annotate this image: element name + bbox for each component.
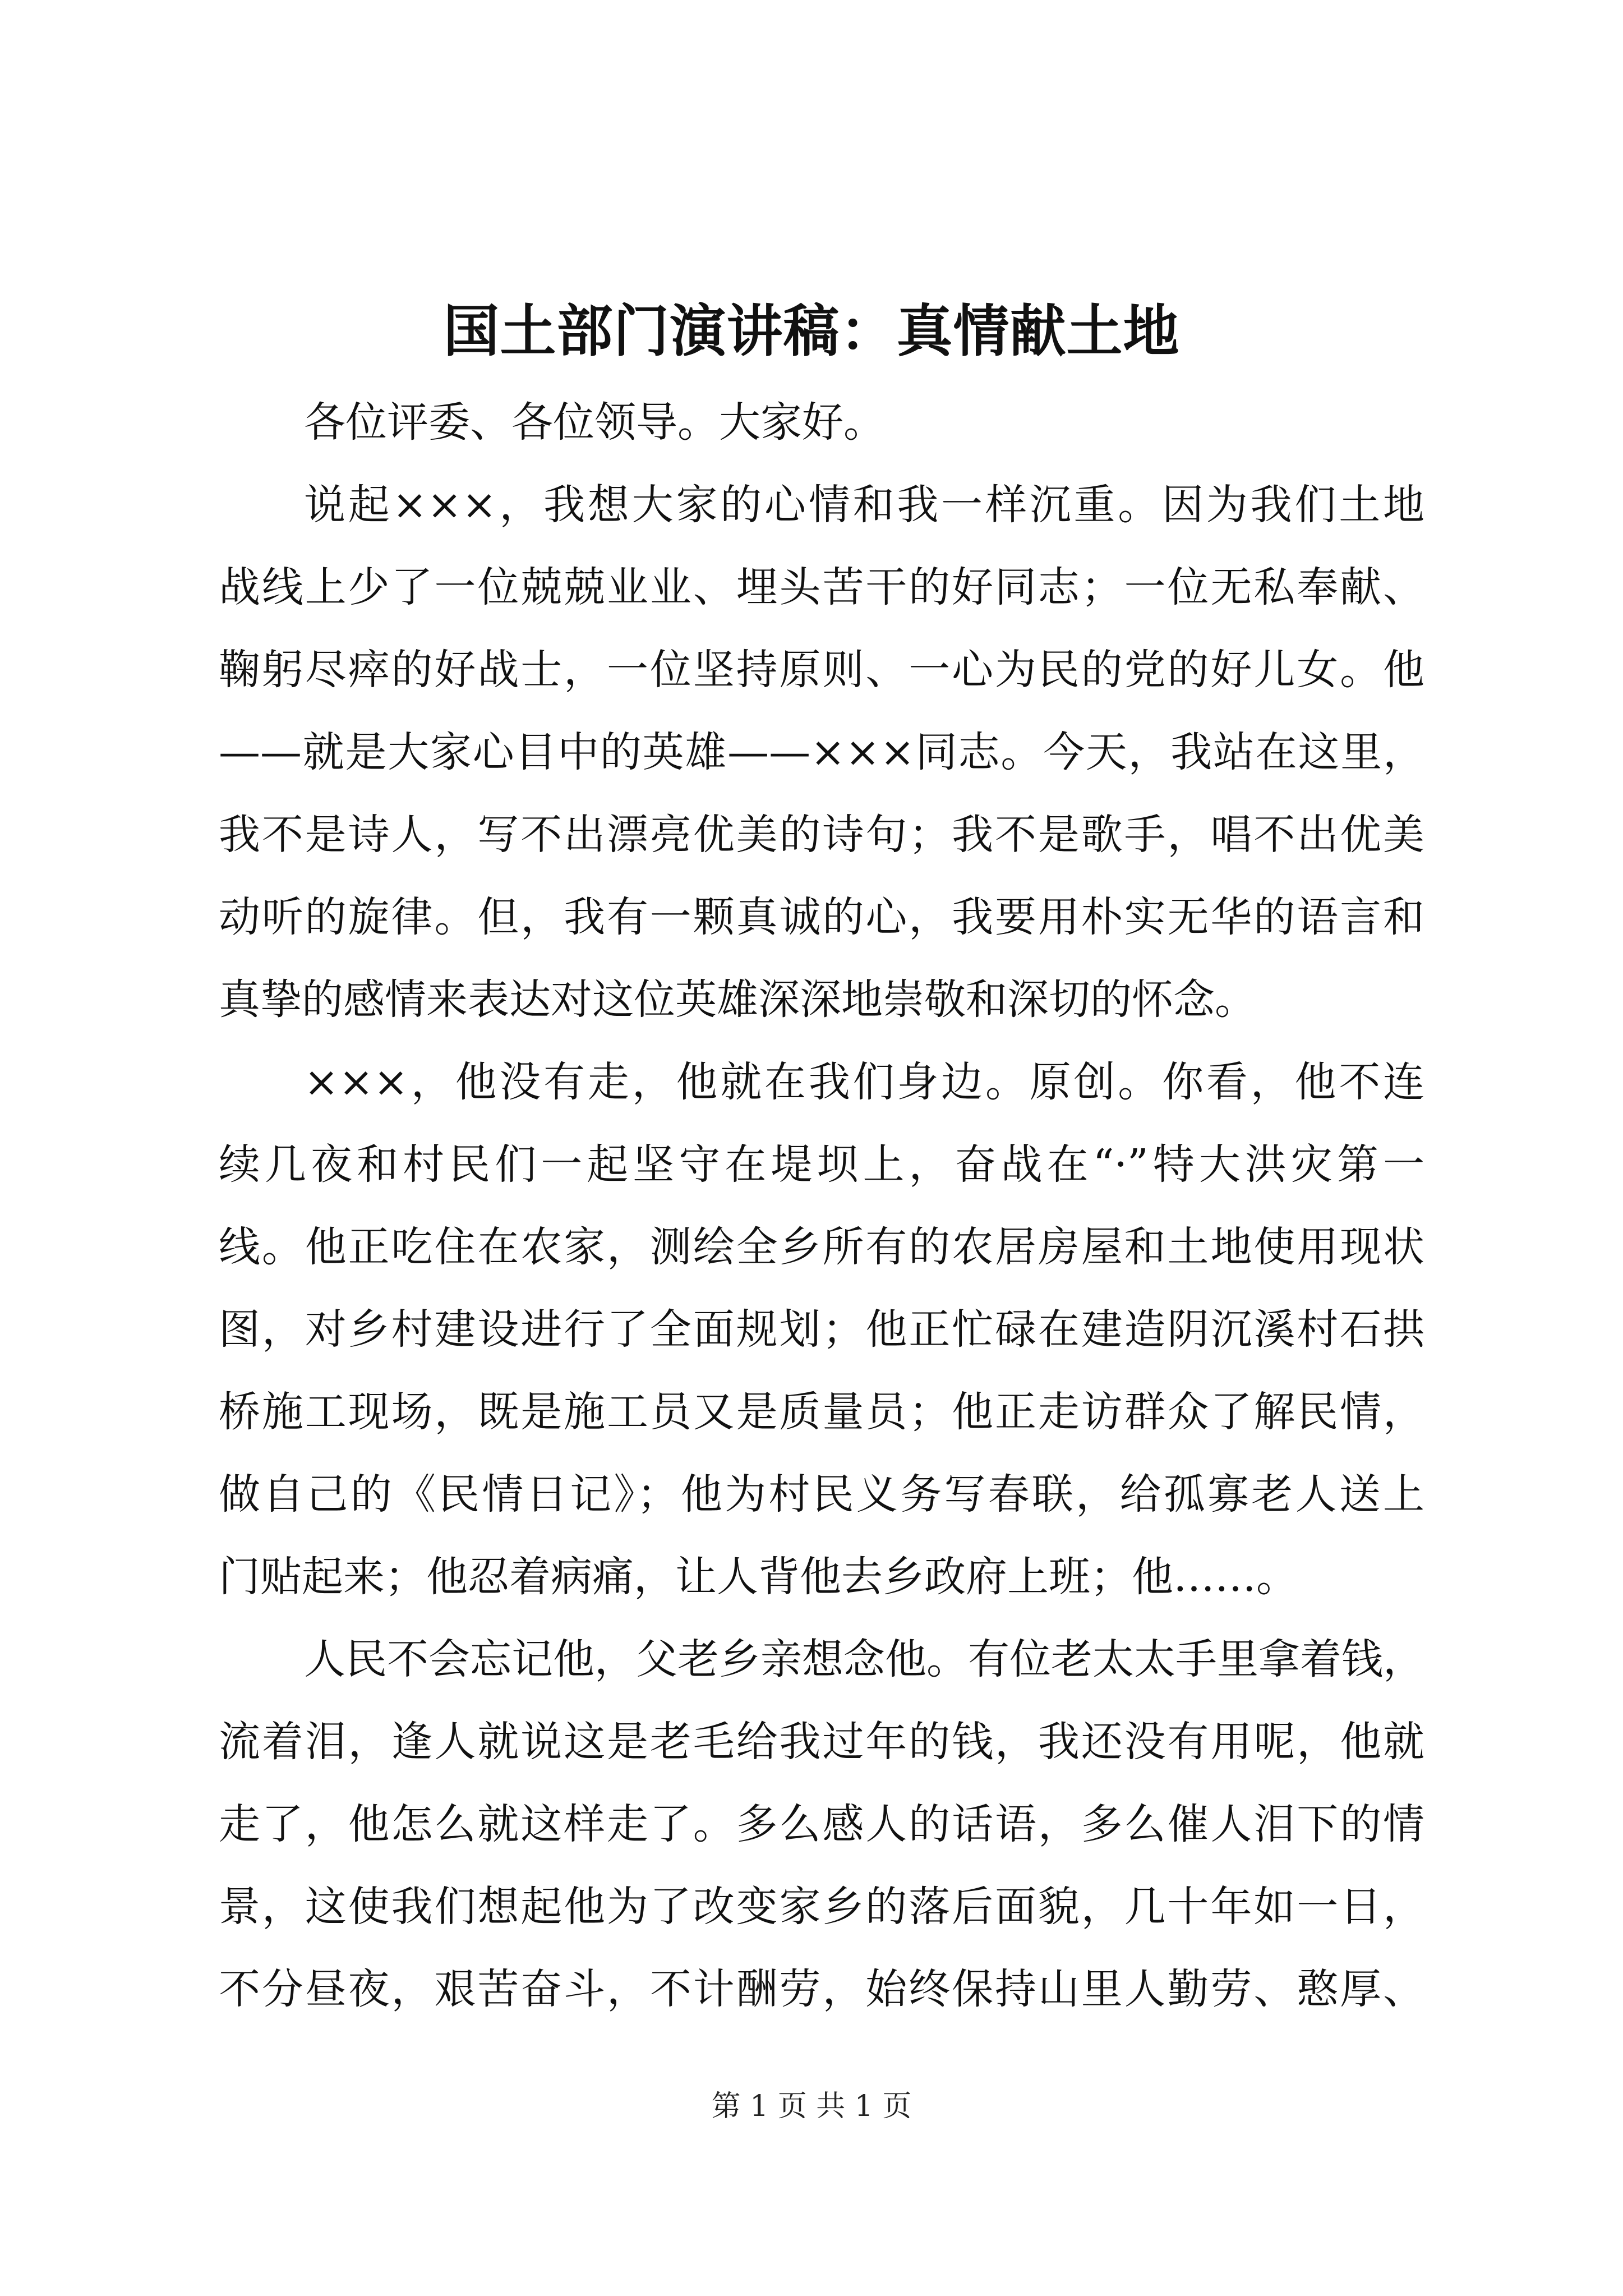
body-line: 动听的旋律。但，我有一颗真诚的心，我要用朴实无华的语言和 [219, 893, 1424, 941]
body-line: 我不是诗人，写不出漂亮优美的诗句；我不是歌手，唱不出优美 [219, 811, 1424, 859]
body-line: ——就是大家心目中的英雄——×××同志。今天，我站在这里， [219, 728, 1424, 776]
body-line: 桥施工现场，既是施工员又是质量员；他正走访群众了解民情， [219, 1388, 1424, 1436]
body-line: 做自己的《民情日记》；他为村民义务写春联，给孤寡老人送上 [219, 1470, 1424, 1519]
document-title: 国土部门演讲稿：真情献土地 [443, 298, 1180, 364]
page-footer: 第 1 页 共 1 页 [711, 2090, 912, 2123]
body-line: 续几夜和村民们一起坚守在堤坝上，奋战在“·”特大洪灾第一 [219, 1140, 1424, 1189]
body-line: 走了，他怎么就这样走了。多么感人的话语，多么催人泪下的情 [219, 1800, 1424, 1848]
body-line: ×××，他没有走，他就在我们身边。原创。你看，他不连 [304, 1058, 1424, 1106]
body-line: 不分昼夜，艰苦奋斗，不计酬劳，始终保持山里人勤劳、憨厚、 [219, 1965, 1424, 2013]
body-line: 人民不会忘记他，父老乡亲想念他。有位老太太手里拿着钱， [304, 1635, 1424, 1683]
document-body [219, 381, 1424, 2031]
body-line: 战线上少了一位兢兢业业、埋头苦干的好同志；一位无私奉献、 [219, 563, 1424, 611]
body-line: 各位评委、各位领导。大家好。 [304, 398, 885, 447]
body-line: 线。他正吃住在农家，测绘全乡所有的农居房屋和土地使用现状 [219, 1223, 1424, 1271]
body-line: 景，这使我们想起他为了改变家乡的落后面貌，几十年如一日， [219, 1883, 1424, 1931]
body-line: 说起×××，我想大家的心情和我一样沉重。因为我们土地 [304, 481, 1424, 529]
body-line: 流着泪，逢人就说这是老毛给我过年的钱，我还没有用呢，他就 [219, 1718, 1424, 1766]
body-line: 鞠躬尽瘁的好战士，一位坚持原则、一心为民的党的好儿女。他 [219, 646, 1424, 694]
body-line: 图，对乡村建设进行了全面规划；他正忙碌在建造阴沉溪村石拱 [219, 1305, 1424, 1354]
body-line: 门贴起来；他忍着病痛，让人背他去乡政府上班；他……。 [219, 1553, 1298, 1601]
body-line: 真挚的感情来表达对这位英雄深深地崇敬和深切的怀念。 [219, 976, 1256, 1024]
